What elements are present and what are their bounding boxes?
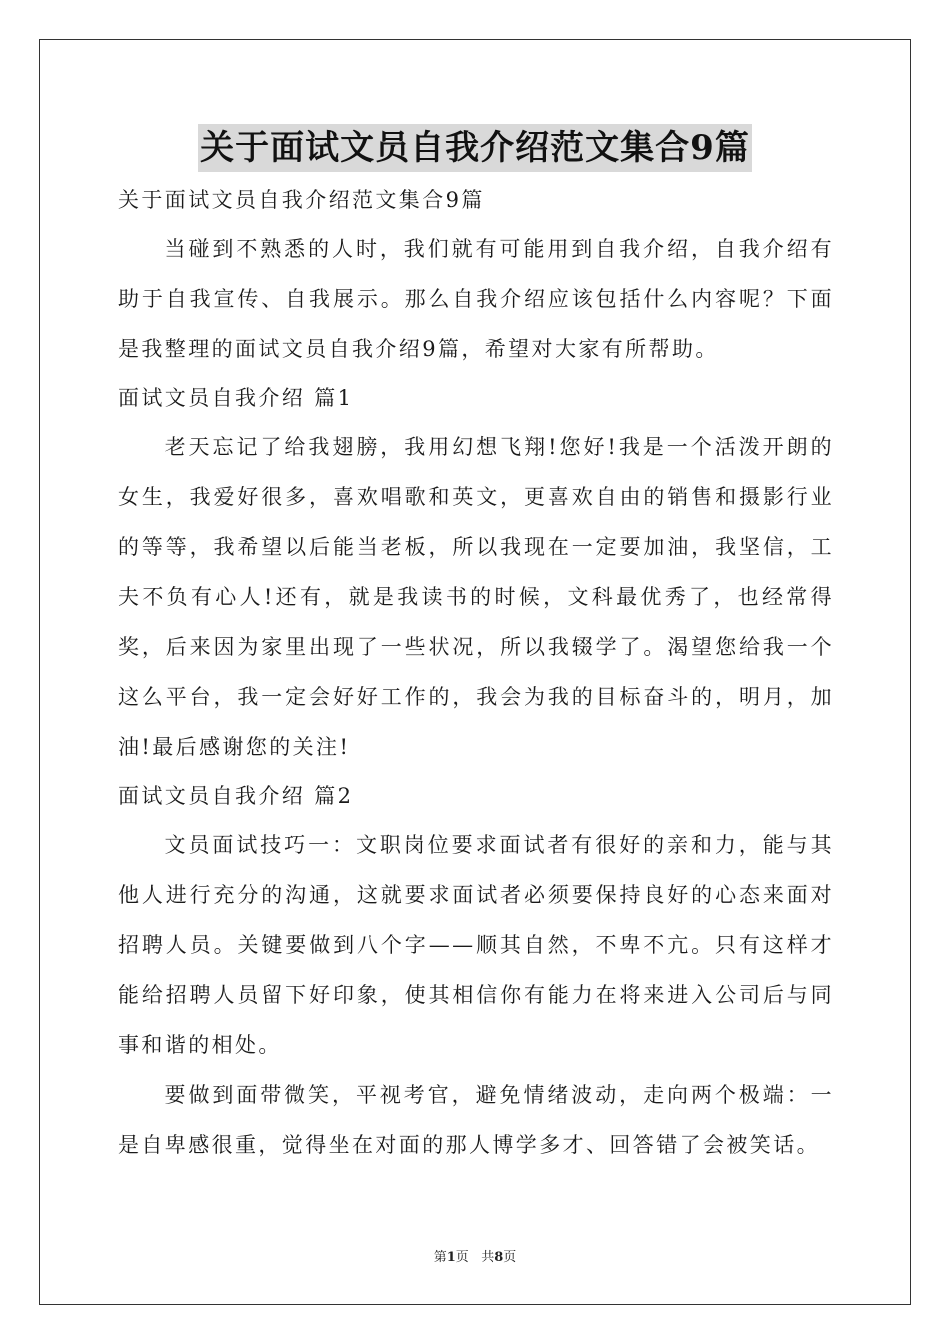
section-1-paragraph-1-text: 老天忘记了给我翅膀，我用幻想飞翔!您好!我是一个活泼开朗的女生，我爱好很多，喜欢唱歌和英文，更喜欢自由的销售和摄影行业的等等，我希望以后能当老板，所以我现在一定要加油，我坚信，工夫不负有心人!还有，就是我读书的时候，文科最优秀了，也经常得奖，后来因为家里出现了一些状况，所以我辍学了。渴望您给我一个这么平台，我一定会好好工作的，我会为我的目标奋斗的，明月，加油!最后感谢您的关注!: [118, 435, 834, 759]
title-container: [0, 124, 950, 172]
intro-text: 当碰到不熟悉的人时，我们就有可能用到自我介绍，自我介绍有助于自我宣传、自我展示。那么自我介绍应该包括什么内容呢？下面是我整理的面试文员自我介绍9篇，希望对大家有所帮助。: [118, 237, 834, 361]
section-2-paragraph-1: [118, 820, 834, 1070]
current-page-number: 1: [446, 1250, 456, 1265]
document-title: 关于面试文员自我介绍范文集合9篇: [198, 124, 752, 172]
total-pages-number: 8: [494, 1250, 504, 1265]
section-2-paragraph-2-text: 要做到面带微笑，平视考官，避免情绪波动，走向两个极端：一是自卑感很重，觉得坐在对面的那人博学多才、回答错了会被笑话。: [118, 1083, 834, 1157]
section-heading-1: 面试文员自我介绍 篇1: [118, 386, 354, 410]
total-label-suffix: 页: [503, 1250, 517, 1265]
section-2-paragraph-1-text: 文员面试技巧一：文职岗位要求面试者有很好的亲和力，能与其他人进行充分的沟通，这就要求面试者必须要保持良好的心态来面对招聘人员。关键要做到八个字——顺其自然，不卑不亢。只有这样才能给招聘人员留下好印象，使其相信你有能力在将来进入公司后与同事和谐的相处。: [118, 833, 834, 1057]
total-label-prefix: 共: [481, 1250, 495, 1265]
page-label-prefix: 第: [433, 1250, 447, 1265]
page-label-suffix: 页: [455, 1250, 469, 1265]
section-heading-2: 面试文员自我介绍 篇2: [118, 784, 354, 808]
document-subtitle: 关于面试文员自我介绍范文集合9篇: [118, 188, 485, 212]
page-footer: [0, 1246, 950, 1265]
section-2-paragraph-2: [118, 1070, 834, 1170]
document-body: [118, 182, 834, 1170]
intro-paragraph: [118, 224, 834, 374]
section-1-paragraph-1: [118, 422, 834, 772]
